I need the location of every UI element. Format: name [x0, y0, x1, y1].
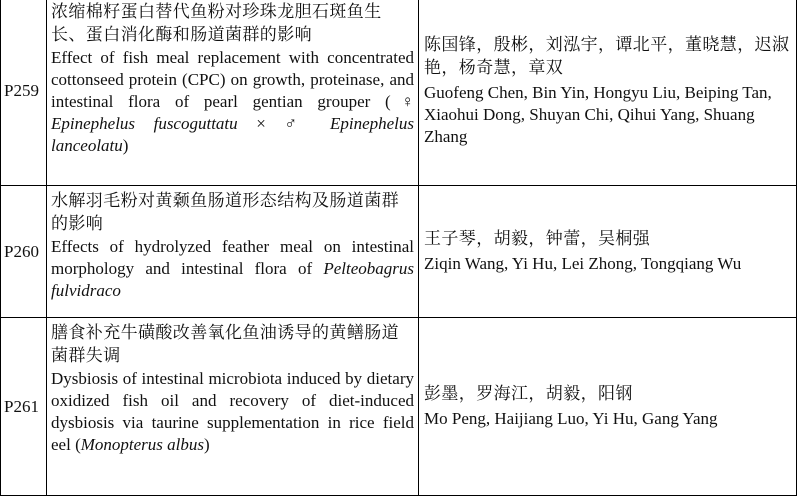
- authors-en: Ziqin Wang, Yi Hu, Lei Zhong, Tongqiang Wu: [424, 254, 742, 273]
- title-cell: [47, 0, 419, 186]
- authors-cell: [419, 0, 797, 186]
- title-en-close: ): [203, 435, 210, 454]
- authors-zh: 王子琴，胡毅，钟蕾，吴桐强: [424, 229, 651, 249]
- title-zh: 膳食补充牛磺酸改善氧化鱼油诱导的黄鳝肠道菌群失调: [51, 323, 399, 366]
- species-name: Epinephelus lanceolatu: [51, 114, 415, 155]
- table-row: [1, 186, 797, 318]
- species-name: Epinephelus fuscoguttatu: [51, 114, 238, 133]
- entry-id: P261: [1, 318, 47, 496]
- title-en-main: Dysbiosis of intestinal microbiota induced by dietary oxidized fish oil and recovery of diet-induced dysbiosis via taurine supplementation in rice field eel (: [51, 369, 414, 454]
- title-zh: 浓缩棉籽蛋白替代鱼粉对珍珠龙胆石斑鱼生长、蛋白消化酶和肠道菌群的影响: [51, 2, 382, 45]
- title-en: [51, 368, 414, 456]
- title-en: [51, 47, 414, 157]
- authors-zh: 彭墨，罗海江，胡毅，阳钢: [424, 384, 633, 404]
- authors-en: Guofeng Chen, Bin Yin, Hongyu Liu, Beiping Tan, Xiaohui Dong, Shuyan Chi, Qihui Yang, Shuang Zhang: [424, 83, 772, 146]
- species-name: Monopterus albus: [80, 435, 204, 454]
- title-zh: 水解羽毛粉对黄颡鱼肠道形态结构及肠道菌群的影响: [51, 191, 399, 234]
- authors-cell: [419, 186, 797, 318]
- entry-id: P260: [1, 186, 47, 318]
- title-en-close: ): [122, 136, 129, 155]
- table-row: [1, 0, 797, 186]
- title-en: [51, 236, 414, 302]
- title-cell: [47, 186, 419, 318]
- title-cell: [47, 318, 419, 496]
- authors-zh: 陈国锋，殷彬，刘泓宇，谭北平，董晓慧，迟淑艳，杨奇慧，章双: [424, 35, 790, 78]
- title-en-main: Effect of fish meal replacement with concentrated cottonseed protein (CPC) on growth, proteinase, and intestinal flora of pearl gentian grouper (♀: [51, 48, 414, 111]
- entry-id: P259: [1, 0, 47, 186]
- title-en-main: Effects of hydrolyzed feather meal on intestinal morphology and intestinal flora of: [51, 237, 414, 278]
- species-name: Pelteobagrus fulvidraco: [51, 259, 414, 300]
- title-en-cross: × ♂: [237, 114, 330, 133]
- table-row: [1, 318, 797, 496]
- authors-cell: [419, 318, 797, 496]
- authors-en: Mo Peng, Haijiang Luo, Yi Hu, Gang Yang: [424, 409, 718, 428]
